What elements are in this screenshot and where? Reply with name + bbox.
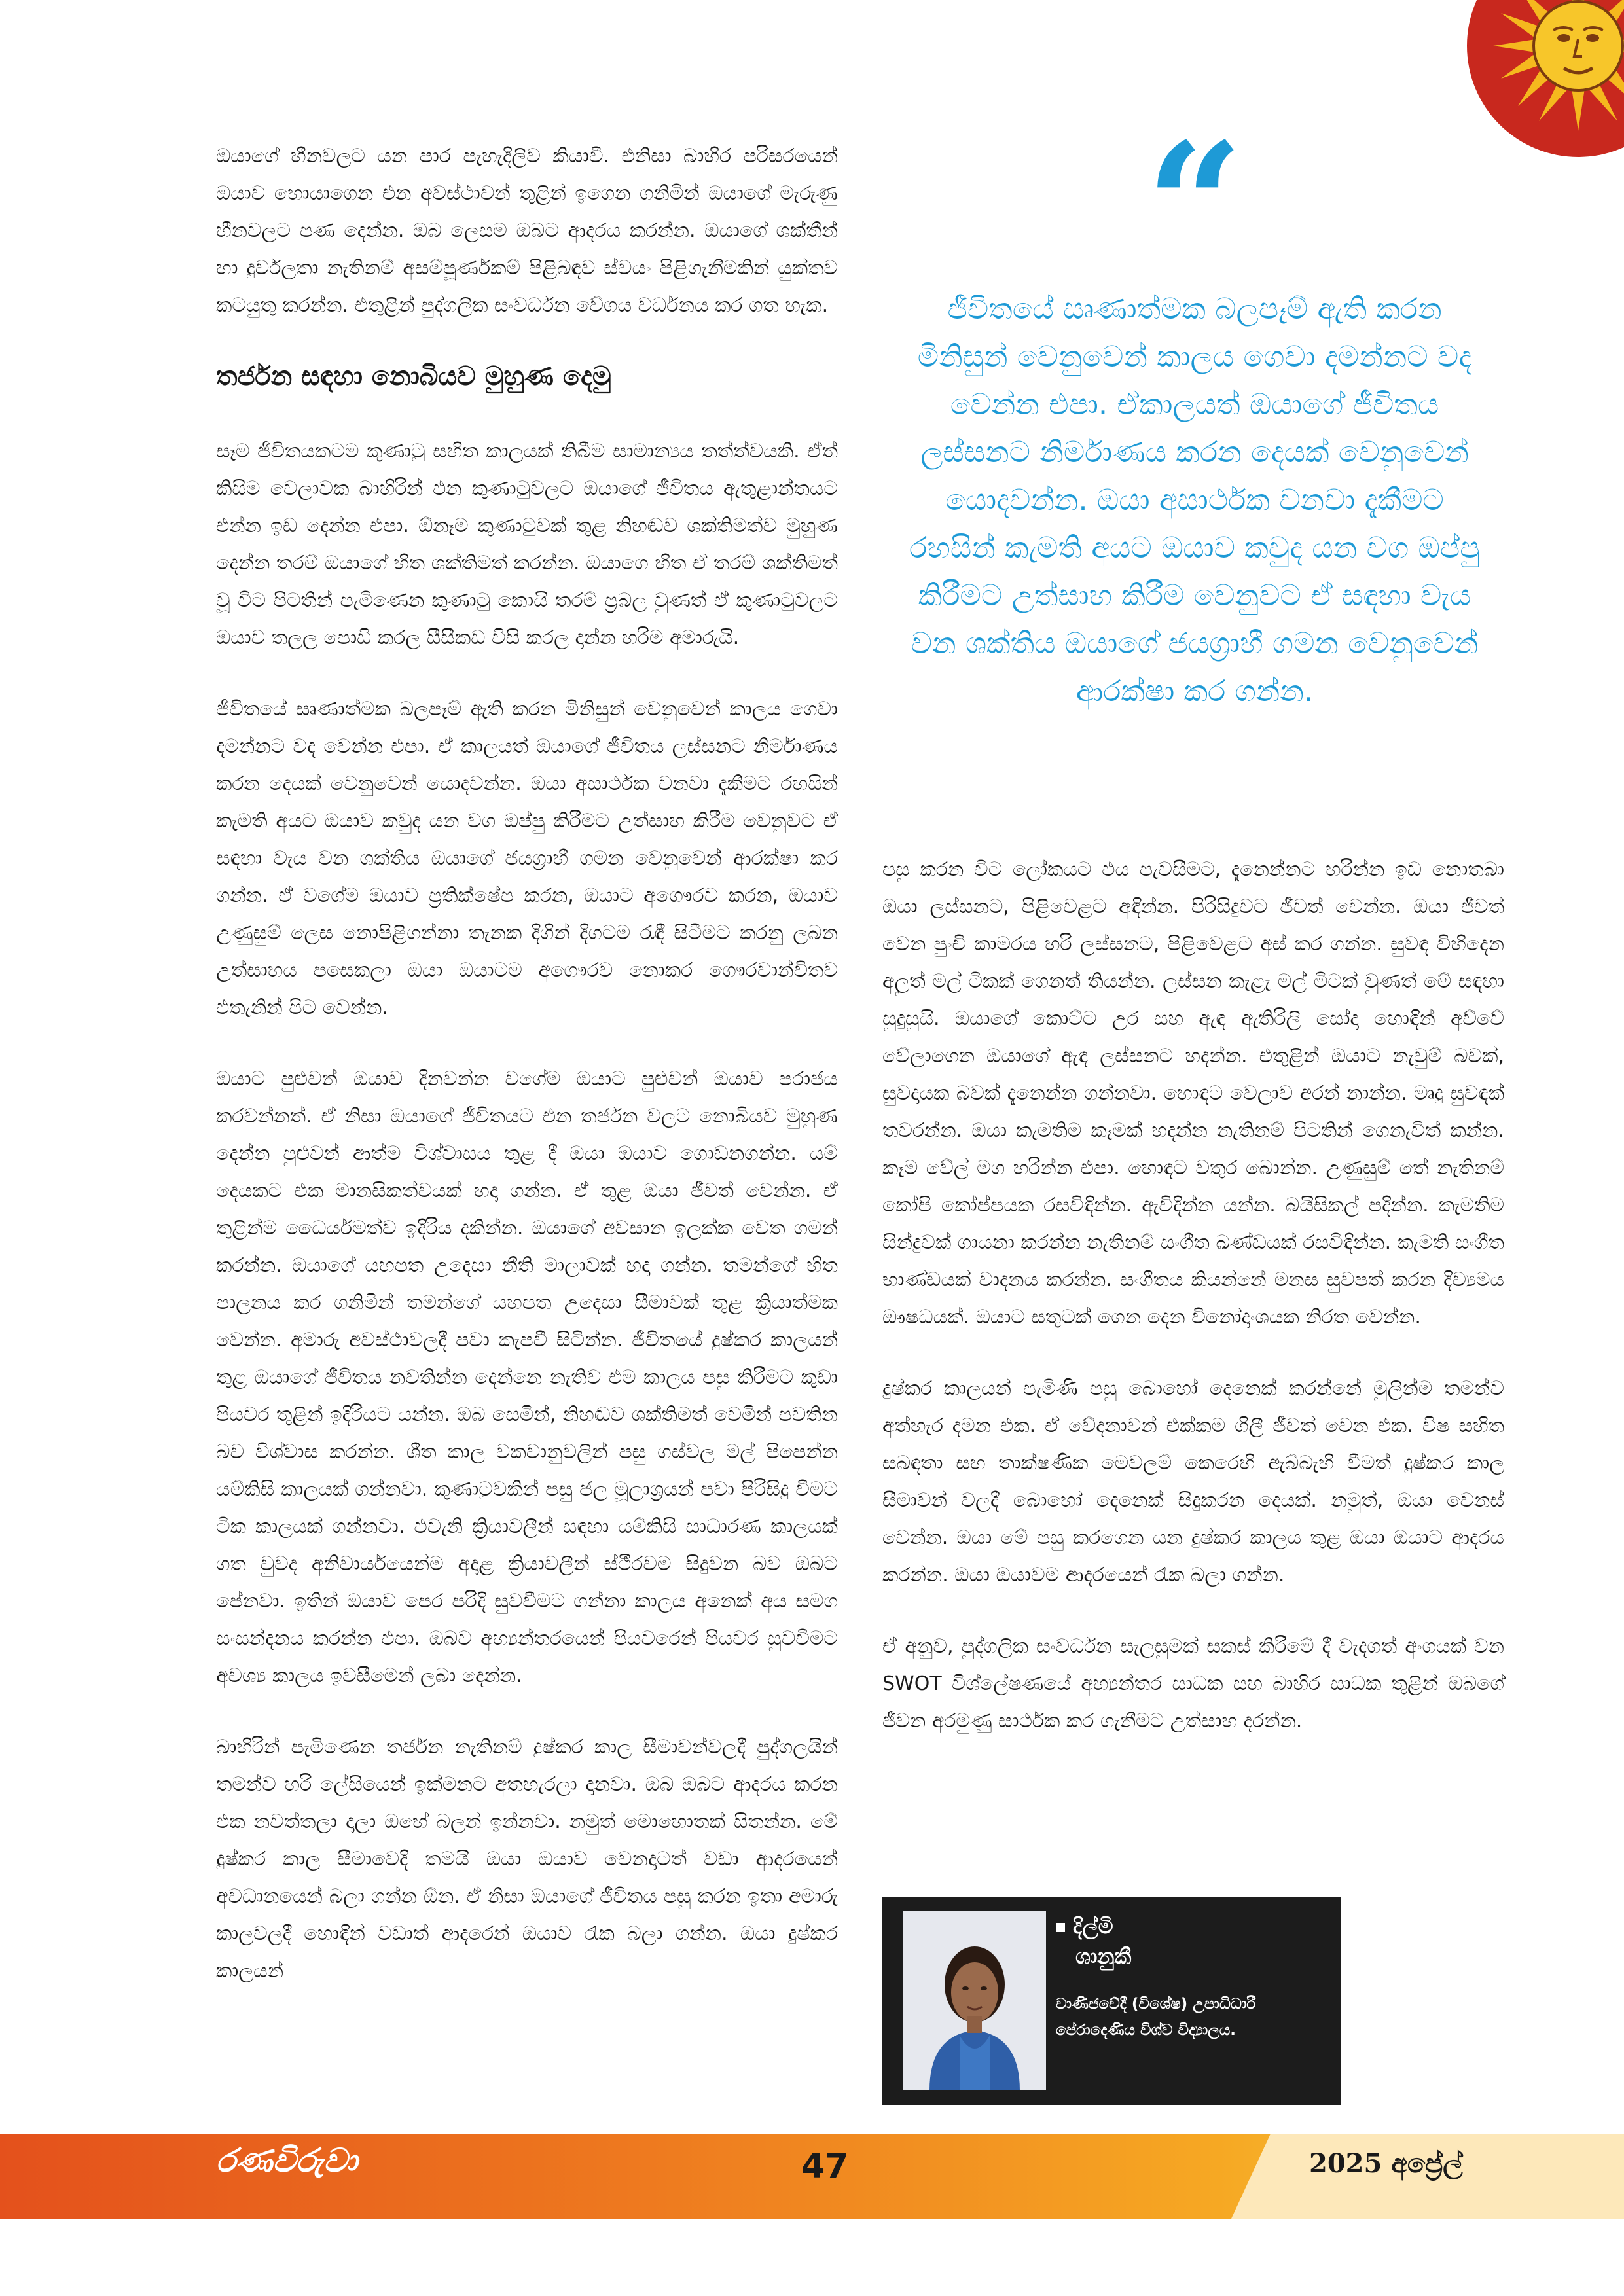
paragraph-self-care: පසු කරන විට ලෝකයට එය පැවසීමට, දැනෙන්නට හරින්න ඉඩ නොතබා ඔයා ලස්සනට, පිළිවෙළට අඳින්න. පිරිසිදුවට ජීවත් වෙන්න. ඔයා ජීවත් වෙන පුංචි කාමරය හරි ලස්සනට, පිළිවෙළට අස් කර ගන්න. සුවඳ විහිදෙන අලුත් මල් ටිකක් ගෙනත් තියන්න. ලස්සන කැළැ මල් මිටක් වුණත් මේ සඳහා සුදුසුයි. ඔයාගේ කොට්ට උර සහ ඇඳ ඇතිරිලි සෝදා හොඳින් අව්වේ වේලාගෙන ඔයාගේ ඇඳ ලස්සනට හදන්න. එතුළින් ඔයාට නැවුම් බවක්, සුවදායක බවක් දැනෙන්න ගන්නවා. හොඳට වෙලාව අරන් නාන්න. මෘදු සුවඳක් තවරන්න. ඔයා කැමතිම කෑමක් හදන්න නැතිනම් පිටතින් ගෙනැවිත් කන්න. කෑම වේල් මග හරින්න එපා. හොඳට වතුර බොන්න. උණුසුම් තේ නැතිනම් කෝපි කෝප්පයක රසවිඳින්න. ඇවිදින්න යන්න. බයිසිකල් පදින්න. කැමතිම සින්දුවක් ගායනා කරන්න නැතිනම් සංගීත ඛණ්ඩයක් රසවිඳින්න. කැමති සංගීත භාණ්ඩයක් වාදනය කරන්න. සංගීතය කියන්නේ මනස සුවපත් කරන දිව්‍යමය ඖෂධයක්. ඔයාට සතුටක් ගෙන දෙන විනෝදාංශයක නිරත වෙන්න. [882,858,1504,1329]
paragraph-storms: සෑම ජීවිතයකටම කුණාටු සහිත කාලයක් තිබීම සාමාන්‍යය තත්ත්වයකි. ඒත් කිසිම වෙලාවක බාහිරින් එන කුණාටුවලට ඔයාගේ ජීවිතය ඇතුළාන්තයට එන්න ඉඩ දෙන්න එපා. ඕනෑම කුණාටුවක් තුළ නිහඬව ශක්තිමත්ව මුහුණ දෙන්න තරම් ඔයාගේ හිත ශක්තිමත් කරන්න. ඔයාගෙ හිත ඒ තරම් ශක්තිමත් වූ විට පිටතින් පැමිණෙන කුණාටු කොයි තරම් ප්‍රබල වුණත් ඒ කුණාටුවලට ඔයාව තලල පොඩි කරල සීසීකඩ විසි කරල දාන්න හරිම අමාරුයි. [216,440,838,649]
right-column [882,851,1504,1774]
author-last-name: ශානුකී [1075,1944,1132,1969]
pull-quote-text: ජීවිතයේ සෘණාත්මක බලපෑම් ඇති කරන මිනිසුන් වෙනුවෙන් කාලය ගෙවා දමන්නට වද වෙන්න එපා. ඒකාලයත් ඔයාගේ ජීවිතය ලස්සනට නිර්මාණය කරන දෙයක් වෙනුවෙන් යොදවන්න. ඔයා අසාර්ථක වනවා දැකීමට රහසින් කැමති අයට ඔයාව කවුද යන වග ඔප්පු කිරීමට උත්සාහ කිරීම වෙනුවට ඒ සඳහා වැය වන ශක්තිය ඔයාගේ ජයග්‍රාහී ගමන වෙනුවෙන් ආරක්ෂා කර ගන්න. [909,291,1480,708]
quotation-mark-icon: “ [1146,106,1244,306]
paragraph-negative-people: ජීවිතයේ සෘණාත්මක බලපෑම් ඇති කරන මිනිසුන් වෙනුවෙන් කාලය ගෙවා දමන්නට වද වෙන්න එපා. ඒ කාලයත් ඔයාගේ ජීවිතය ලස්සනට නිර්මාණය කරන දෙයක් වෙනුවෙන් යොදවන්න. ඔයා අසාර්ථක වනවා දැකීමට රහසින් කැමති අයට ඔයාව කවුද යන වග ඔප්පු කිරීමට උත්සාහ කිරීම වෙනුවට ඒ සඳහා වැය වන ශක්තිය ඔයාගේ ජයග්‍රාහී ගමන වෙනුවෙන් ආරක්ෂා කර ගන්න. ඒ වගේම ඔයාව ප්‍රතික්ෂේප කරන, ඔයාට අගෞරව කරන, ඔයාව උණුසුම් ලෙස නොපිළිගන්නා තැනක දිගින් දිගටම රැඳී සිටීමට කරනු ලබන උත්සාහය පසෙකලා ඔයා ඔයාටම අගෞරව නොකර ගෞරවාන්විතව එතැනින් පිට වෙන්න. [216,698,838,1019]
square-bullet-icon [1056,1923,1065,1932]
page-number: 47 [801,2147,849,2186]
section-heading: තර්ජන සඳහා නොබියව මුහුණ දෙමු [216,361,611,391]
magazine-brand: රණවිරුවා [216,2142,358,2179]
person-portrait-icon [903,1911,1046,2090]
paragraph-self-confidence: ඔයාට පුළුවන් ඔයාව දිනවන්න වගේම ඔයාට පුළුවන් ඔයාව පරාජය කරවන්නත්. ඒ නිසා ඔයාගේ ජීවිතයට එන තර්ජන වලට නොබියව මුහුණ දෙන්න පුළුවන් ආත්ම විශ්වාසය තුළ දී ඔයා ඔයාව ගොඩනගන්න. යම් දෙයකට එක මානසිකත්වයක් හදා ගන්න. ඒ තුළ ඔයා ජීවත් වෙන්න. ඒ තුළින්ම ධෛර්යමත්ව ඉදිරිය දකින්න. ඔයාගේ අවසාන ඉලක්ක වෙත ගමන් කරන්න. ඔයාගේ යහපත උදෙසා නීති මාලාවක් හදා ගන්න. තමන්ගේ හිත පාලනය කර ගනිමින් තමන්ගේ යහපත උදෙසා සීමාවක් තුළ ක්‍රියාත්මක වෙන්න. අමාරු අවස්ථාවලදී පවා කැපවී සිටින්න. ජීවිතයේ දුෂ්කර කාලයන් තුළ ඔයාගේ ජීවිතය නවතින්න දෙන්නෙ නැතිව එම කාලය පසු කිරීමට කුඩා පියවර තුළින් ඉදිරියට යන්න. ඔබ සෙමින්, නිහඬව ශක්තිමත් වෙමින් පවතින බව විශ්වාස කරන්න. ශීත කාල වකවානුවලින් පසු ගස්වල මල් පිපෙන්න යම්කිසි කාලයක් ගන්නවා. කුණාටුවකින් පසු ජල මූලාශ්‍රයන් පවා පිරිසිදු වීමට ටික කාලයක් ගන්නවා. එවැනි ක්‍රියාවලීන් සඳහා යම්කිසි සාධාරණ කාලයක් ගත වුවද අනිවාර්යයෙන්ම අදාළ ක්‍රියාවලීන් ස්ථීරවම සිදුවන බව ඔබට පේනවා. ඉතින් ඔයාව පෙර පරිදි සුවවීමට ගන්නා කාලය අනෙක් අය සමග සංසන්දනය කරන්න එපා. ඔබව අභ්‍යන්තරයෙන් පියවරෙන් පියවර සුවවීමට අවශ්‍ය කාලය ඉවසීමෙන් ලබා දෙන්න. [216,1067,838,1687]
paragraph-abandon-self: දුෂ්කර කාලයන් පැමිණි පසු බොහෝ දෙනෙක් කරන්නේ මුලින්ම තමන්ව අත්හැර දමන එක. ඒ වේදනාවන් එක්කම ගිලී ජීවත් වෙන එක. විෂ සහිත සබඳතා සහ තාක්ෂණික මෙවලම් කෙරෙහි ඇබ්බැහි වීමත් දුෂ්කර කාල සීමාවන් වලදී බොහෝ දෙනෙක් සිදුකරන දෙයක්. නමුත්, ඔයා වෙනස් වෙන්න. ඔයා මේ පසු කරගෙන යන දුෂ්කර කාලය තුළ ඔයා ඔයාට ආදරය කරන්න. ඔයා ඔයාවම ආදරයෙන් රැක බලා ගන්න. [882,1377,1504,1587]
author-box [882,1897,1341,2105]
sun-face-icon [1467,0,1624,157]
author-first-name: දිල්මි [1056,1911,1331,1941]
author-degree: වාණිජවේදී (විශේෂ) උපාධිධාරී [1056,1996,1256,2013]
paragraph-difficult-times: බාහිරින් පැමිණෙන තර්ජන නැතිනම් දුෂ්කර කාල සීමාවන්වලදී පුද්ගලයින් තමන්ව හරි ලේසියෙන් ඉක්මනට අතහැරලා දානවා. ඔබ ඔබට ආදරය කරන එක නවත්තලා දාලා ඔහේ බලන් ඉන්නවා. නමුත් මොහොතක් සිතන්න. මේ දුෂ්කර කාල සීමාවෙදි තමයි ඔයා ඔයාව වෙනදාටත් වඩා ආදරයෙන් අවධානයෙන් බලා ගන්න ඕන. ඒ නිසා ඔයාගේ ජීවිතය පසු කරන ඉතා අමාරු කාලවලදී හොඳින් වඩාත් ආදරෙන් ඔයාව රැක බලා ගන්න. ඔයා දුෂ්කර කාලයන් [216,1736,838,1982]
pull-quote [903,106,1486,715]
author-photo [903,1911,1046,2090]
left-column [216,137,838,2024]
paragraph-self-love: ඔයාගේ හීනවලට යන පාර පැහැදිලිව කියාවී. එනිසා බාහිර පරිසරයෙන් ඔයාව හොයාගෙන එන අවස්ථාවන් තුළින් ඉගෙන ගනිමින් ඔයාගේ මැරුණු හීනවලට පණ දෙන්න. ඔබ ලෙසම ඔබට ආදරය කරන්න. ඔයාගේ ශක්තීන් හා දුර්වලතා නැතිනම් අසම්පූර්ණකම් පිළිබඳව ස්වයං පිළිගැනීමකින් යුක්තව කටයුතු කරන්න. එතුළින් පුද්ගලික සංවර්ධන වේගය වර්ධනය කර ගත හැක. [216,145,838,317]
author-details [1056,1911,1331,2043]
issue-date: 2025 අප්‍රේල් [1309,2148,1463,2179]
author-university: පේරාදෙණිය විශ්ව විද්‍යාලය. [1056,2022,1236,2039]
paragraph-swot: ඒ අනුව, පුද්ගලික සංවර්ධන සැලසුමක් සකස් කිරීමේ දී වැදගත් අංගයක් වන SWOT විශ්ලේෂණයේ අභ්‍යන්තර සාධක සහ බාහිර සාධක තුළින් ඔබගේ ජීවන අරමුණු සාර්ථක කර ගැනීමට උත්සාහ දරන්න. [882,1635,1504,1732]
